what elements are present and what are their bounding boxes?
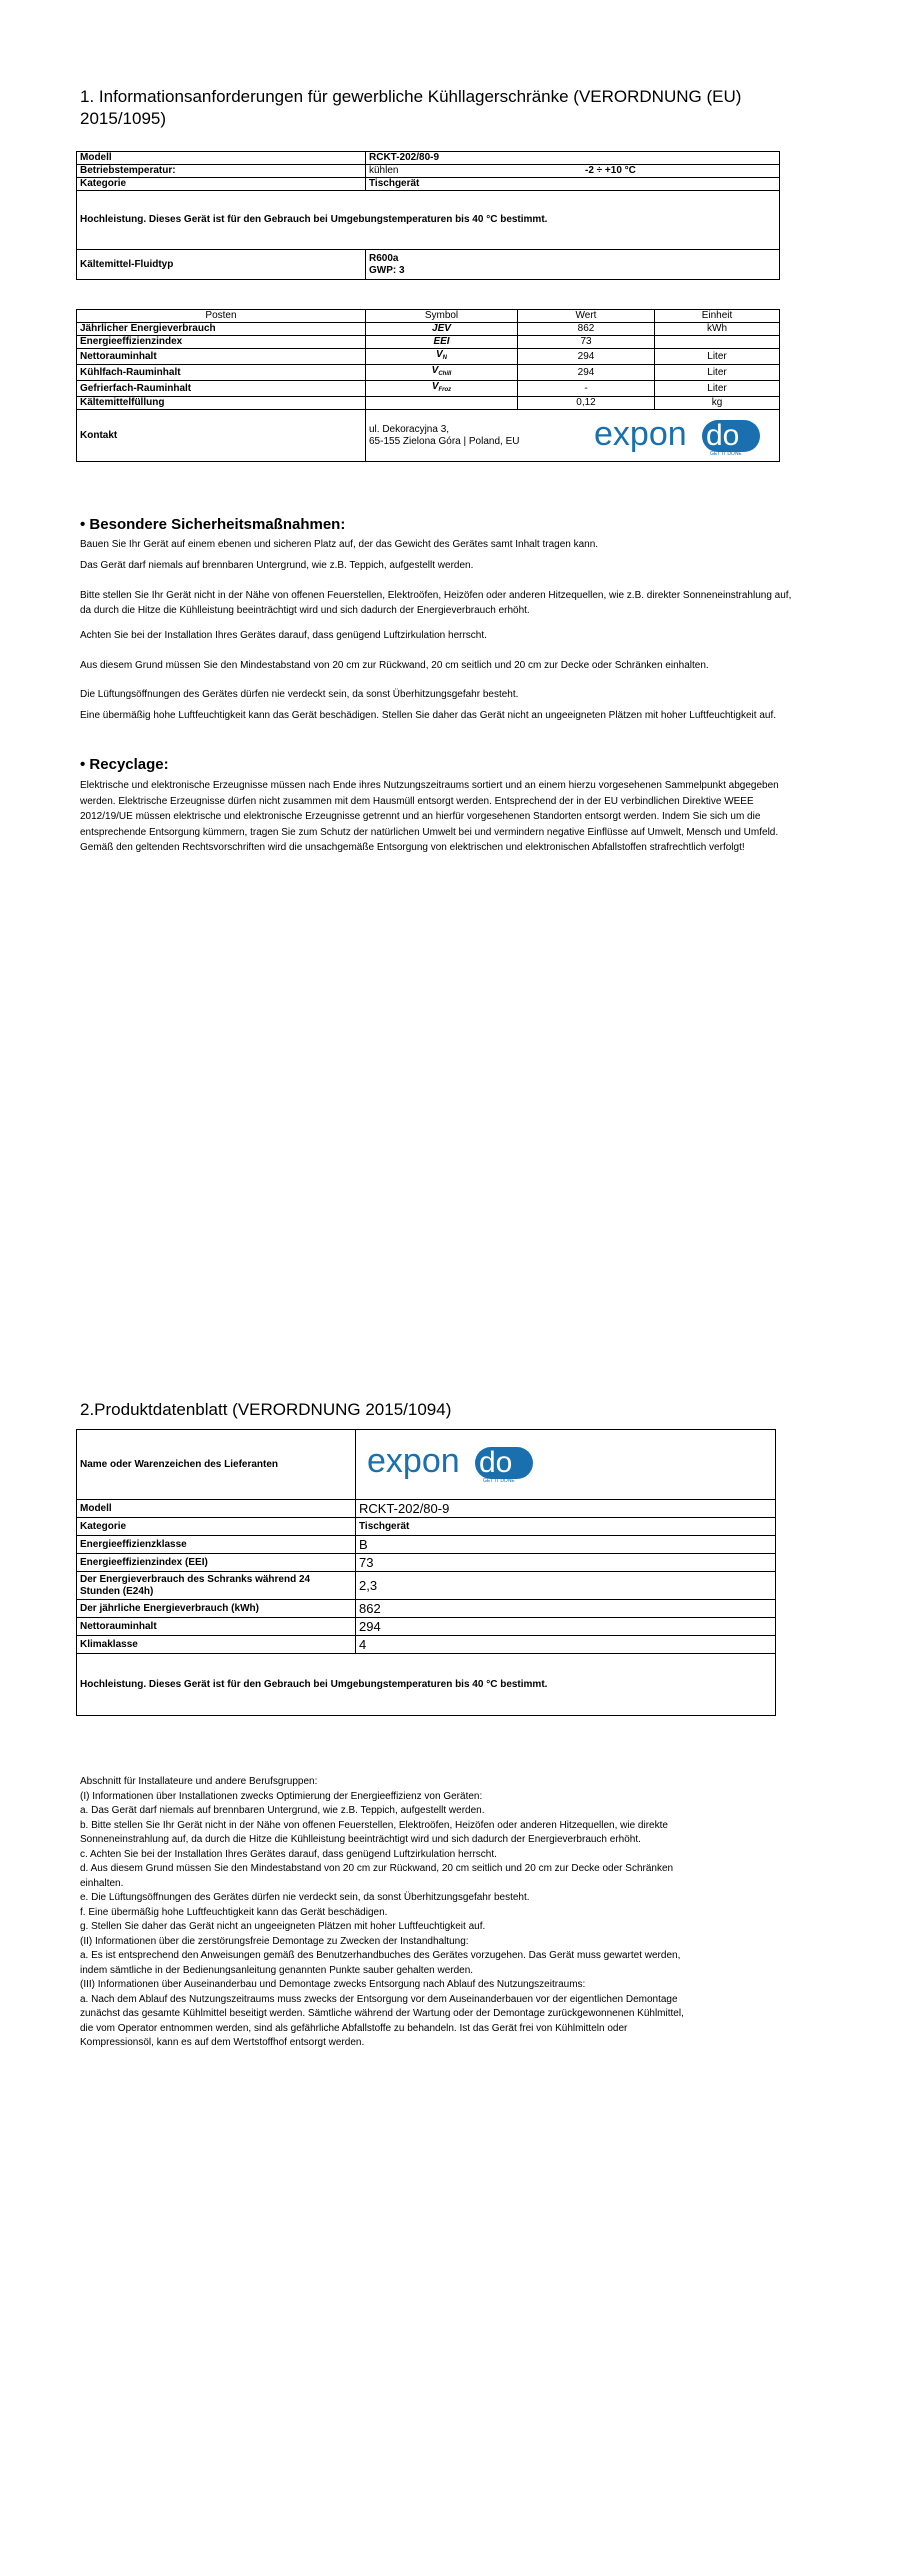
table-row — [77, 1572, 776, 1600]
contact-line1: ul. Dekoracyjna 3, — [369, 423, 450, 435]
row-value: 4 — [356, 1636, 776, 1654]
row-wert: 294 — [518, 365, 655, 381]
installer-line: Sonneneinstrahlung auf, da durch die Hitze die Kühlleistung beeinträchtigt wird und sich dadurch der Energieverbrauch erhöht. — [80, 1834, 641, 1845]
logo-brand-left: expon — [367, 1441, 460, 1480]
expondo-logo — [367, 1442, 535, 1484]
installer-line: a. Es ist entsprechend den Anweisungen gemäß des Benutzerhandbuches des Gerätes vorzugehen. Das Gerät muss gewartet werden, — [80, 1950, 681, 1961]
energy-table — [76, 309, 780, 462]
table-row — [77, 1554, 776, 1572]
installer-line: Abschnitt für Installateure und andere Berufsgruppen: — [80, 1776, 318, 1787]
row-einheit: Liter — [655, 365, 780, 381]
safety-heading — [80, 516, 345, 534]
row-einheit: kWh — [655, 323, 780, 336]
info-label-model: Modell — [77, 152, 366, 165]
row-symbol — [366, 365, 518, 381]
installer-line: a. Nach dem Ablauf des Nutzungszeitraums muss zwecks der Entsorgung vor dem Auseinanderbauen vor der eigentlichen Demontage — [80, 1993, 678, 2005]
info-value-category: Tischgerät — [366, 178, 780, 191]
row-einheit: Liter — [655, 381, 780, 397]
row-label: Der jährliche Energieverbrauch (kWh) — [77, 1600, 356, 1618]
row-value: Tischgerät — [356, 1518, 776, 1536]
installer-section — [80, 1775, 800, 2051]
row-value: RCKT-202/80-9 — [356, 1500, 776, 1518]
symbol-text: V — [435, 349, 443, 360]
installer-line: c. Achten Sie bei der Installation Ihres Gerätes darauf, dass genügend Luftzirkulation herrscht. — [80, 1848, 497, 1860]
row-einheit: kg — [655, 397, 780, 410]
table-row — [77, 1600, 776, 1618]
row-posten: Kühlfach-Rauminhalt — [77, 365, 366, 381]
expondo-logo-svg — [594, 415, 762, 457]
logo-tagline: GET IT DONE — [710, 450, 742, 457]
row-label: Energieeffizienzklasse — [77, 1536, 356, 1554]
table-row — [77, 365, 780, 381]
symbol-text: JEV — [432, 323, 451, 334]
safety-p7: Eine übermäßig hohe Luftfeuchtigkeit kann das Gerät beschädigen. Stellen Sie daher das Gerät nicht an ungeeigneten Plätzen mit hoher Luftfeuchtigkeit auf. — [80, 710, 777, 721]
row-label: Der Energieverbrauch des Schranks während 24 Stunden (E24h) — [77, 1572, 356, 1600]
table-row — [77, 1618, 776, 1636]
recycling-heading-text: Recyclage: — [89, 756, 169, 773]
installer-line: a. Das Gerät darf niemals auf brennbaren Untergrund, wie z.B. Teppich, aufgestellt werden. — [80, 1805, 485, 1816]
table-row — [77, 1500, 776, 1518]
refrigerant-type: R600a — [369, 252, 399, 264]
section1-title: 1. Informationsanforderungen für gewerbliche Kühllagerschränke (VERORDNUNG (EU) 2015/1095) — [80, 87, 742, 128]
datasheet-table — [76, 1429, 776, 1716]
installer-line: e. Die Lüftungsöffnungen des Gerätes dürfen nie verdeckt sein, da sonst Überhitzungsgefahr besteht. — [80, 1892, 530, 1903]
recycling-heading — [80, 756, 169, 774]
installer-line: (II) Informationen über die zerstörungsfreie Demontage zu Zwecken der Instandhaltung: — [80, 1935, 469, 1947]
row-posten: Nettorauminhalt — [77, 349, 366, 365]
table-row — [77, 1536, 776, 1554]
symbol-sub: Chill — [438, 371, 452, 377]
row-label: Energieeffizienzindex (EEI) — [77, 1554, 356, 1572]
row-wert: - — [518, 381, 655, 397]
notice-2: Hochleistung. Dieses Gerät ist für den Gebrauch bei Umgebungstemperaturen bis 40 °C bestimmt. — [77, 1654, 776, 1716]
supplier-label: Name oder Warenzeichen des Lieferanten — [77, 1430, 356, 1500]
symbol-sub: Froz — [438, 387, 452, 393]
safety-p2: Das Gerät darf niemals auf brennbaren Untergrund, wie z.B. Teppich, aufgestellt werden. — [80, 560, 474, 571]
header-einheit: Einheit — [655, 310, 780, 323]
bullet-icon: • — [80, 756, 90, 773]
notice-1: Hochleistung. Dieses Gerät ist für den Gebrauch bei Umgebungstemperaturen bis 40 °C bestimmt. — [77, 191, 780, 250]
logo-brand-left: expon — [594, 414, 687, 453]
logo-brand-right: do — [479, 1445, 513, 1479]
row-label: Modell — [77, 1500, 356, 1518]
row-posten: Kältemittelfüllung — [77, 397, 366, 410]
info-value-model: RCKT-202/80-9 — [366, 152, 780, 165]
info-label-category: Kategorie — [77, 178, 366, 191]
contact-cell — [366, 410, 780, 462]
refrigerant-value — [366, 250, 780, 280]
recycling-text: Elektrische und elektronische Erzeugnisse müssen nach Ende ihres Nutzungszeitraums sortiert und an einem hierzu vorgesehenen Sammelpunkt abgegeben werden. Elektrische Erzeugnisse dürfen nicht zusammen mit dem Hausmüll entsorgt werden. Entsprechend der in der EU verbindlichen Direktive WEEE 2012/19/UE müssen elektrische und elektronische Erzeugnisse getrennt und an hierfür vorgesehenen Standorten entsorgt werden. Indem Sie sich um die entsprechende Entsorgung kümmern, tragen Sie zum Schutz der natürlichen Umwelt bei und vermindern negative Einflüsse auf Umwelt, Mensch und Umfeld. Gemäß den geltenden Rechtsvorschriften wird die unsachgemäße Entsorgung von elektrischen und elektronischen Abfallstoffen strafrechtlich verfolgt! — [80, 780, 779, 853]
table-row — [77, 323, 780, 336]
row-label: Nettorauminhalt — [77, 1618, 356, 1636]
installer-line: die vom Operator entnommen werden, sind als gefährliche Abfallstoffe zu behandeln. Ist das Gerät frei von Kühlmitteln oder — [80, 2022, 628, 2034]
row-wert: 294 — [518, 349, 655, 365]
row-wert: 862 — [518, 323, 655, 336]
contact-label: Kontakt — [77, 410, 366, 462]
expondo-logo — [594, 415, 762, 457]
installer-line: zunächst das gesamte Kühlmittel beseitigt werden. Sämtliche während der Wartung oder der Demontage zurückgewonnenen Kühlmittel, — [80, 2008, 684, 2019]
row-wert: 0,12 — [518, 397, 655, 410]
installer-line: Kompressionsöl, kann es auf dem Wertstoffhof entsorgt werden. — [80, 2037, 365, 2048]
symbol-text: V — [431, 381, 439, 392]
row-einheit — [655, 336, 780, 349]
logo-brand-right: do — [706, 418, 740, 452]
safety-paragraphs — [80, 537, 800, 723]
row-label: Kategorie — [77, 1518, 356, 1536]
row-symbol — [366, 381, 518, 397]
table-row — [77, 336, 780, 349]
refrigerant-label: Kältemittel-Fluidtyp — [77, 250, 366, 280]
safety-heading-text: Besondere Sicherheitsmaßnahmen: — [89, 516, 346, 533]
row-einheit: Liter — [655, 349, 780, 365]
logo-tagline: GET IT DONE — [483, 1477, 515, 1484]
row-value: 2,3 — [356, 1572, 776, 1600]
expondo-logo-svg — [367, 1442, 535, 1484]
row-symbol — [366, 323, 518, 336]
supplier-logo-cell — [356, 1430, 776, 1500]
info-label-temp: Betriebstemperatur: — [77, 165, 366, 178]
section2-title: 2.Produktdatenblatt (VERORDNUNG 2015/1094) — [80, 1400, 452, 1419]
row-value: 73 — [356, 1554, 776, 1572]
installer-line: f. Eine übermäßig hohe Luftfeuchtigkeit kann das Gerät beschädigen. — [80, 1906, 388, 1918]
info-table — [76, 151, 780, 280]
installer-line: (III) Informationen über Auseinanderbau und Demontage zwecks Entsorgung nach Ablauf des Nutzungszeitraums: — [80, 1979, 586, 1990]
row-label: Klimaklasse — [77, 1636, 356, 1654]
row-wert: 73 — [518, 336, 655, 349]
contact-line2: 65-155 Zielona Góra | Poland, EU — [369, 435, 520, 447]
header-wert: Wert — [518, 310, 655, 323]
gwp-value: GWP: 3 — [369, 264, 405, 276]
table-row — [77, 381, 780, 397]
safety-p5: Aus diesem Grund müssen Sie den Mindestabstand von 20 cm zur Rückwand, 20 cm seitlich und 20 cm zur Decke oder Schränken einhalten. — [80, 660, 709, 671]
table-row — [77, 349, 780, 365]
row-symbol — [366, 349, 518, 365]
row-value: 294 — [356, 1618, 776, 1636]
row-value: B — [356, 1536, 776, 1554]
row-posten: Energieeffizienzindex — [77, 336, 366, 349]
safety-p4: Achten Sie bei der Installation Ihres Gerätes darauf, dass genügend Luftzirkulation herrscht. — [80, 630, 487, 641]
bullet-icon: • — [80, 516, 90, 533]
installer-line: indem sämtliche in der Bedienungsanleitung genannten Punkte sauber gehalten werden. — [80, 1964, 474, 1976]
row-value: 862 — [356, 1600, 776, 1618]
safety-p1: Bauen Sie Ihr Gerät auf einem ebenen und sicheren Platz auf, der das Gewicht des Gerätes samt Inhalt tragen kann. — [80, 539, 599, 550]
header-symbol: Symbol — [366, 310, 518, 323]
installer-line: b. Bitte stellen Sie Ihr Gerät nicht in der Nähe von offenen Feuerstellen, Elektroöfen, Heizöfen oder anderen Hitzequellen, wie direkte — [80, 1819, 668, 1831]
installer-line: (I) Informationen über Installationen zwecks Optimierung der Energieeffizienz von Geräten: — [80, 1790, 483, 1802]
row-symbol — [366, 336, 518, 349]
row-symbol — [366, 397, 518, 410]
row-posten: Gefrierfach-Rauminhalt — [77, 381, 366, 397]
symbol-text: V — [431, 365, 439, 376]
table-row — [77, 1636, 776, 1654]
header-posten: Posten — [77, 310, 366, 323]
info-value-temp: kühlen — [366, 165, 583, 178]
info-value-temp-range: -2 ÷ +10 °C — [582, 165, 780, 178]
table-row — [77, 1518, 776, 1536]
table-row — [77, 397, 780, 410]
installer-line: g. Stellen Sie daher das Gerät nicht an ungeeigneten Plätzen mit hoher Luftfeuchtigkeit auf. — [80, 1921, 486, 1932]
safety-p6: Die Lüftungsöffnungen des Gerätes dürfen nie verdeckt sein, da sonst Überhitzungsgefahr besteht. — [80, 689, 519, 700]
installer-line: einhalten. — [80, 1877, 124, 1889]
row-posten: Jährlicher Energieverbrauch — [77, 323, 366, 336]
symbol-text: EEI — [433, 336, 450, 347]
installer-line: d. Aus diesem Grund müssen Sie den Mindestabstand von 20 cm zur Rückwand, 20 cm seitlich und 20 cm zur Decke oder Schränken — [80, 1863, 674, 1874]
symbol-sub: N — [442, 355, 447, 361]
safety-p3: Bitte stellen Sie Ihr Gerät nicht in der Nähe von offenen Feuerstellen, Elektroöfen, Heizöfen oder anderen Hitzequellen, wie z.B. direkter Sonneneinstrahlung auf, da durch die Hitze die Kühlleistung beeinträchtigt wird und sich dadurch der Energieverbrauch erhöht. — [80, 590, 792, 616]
